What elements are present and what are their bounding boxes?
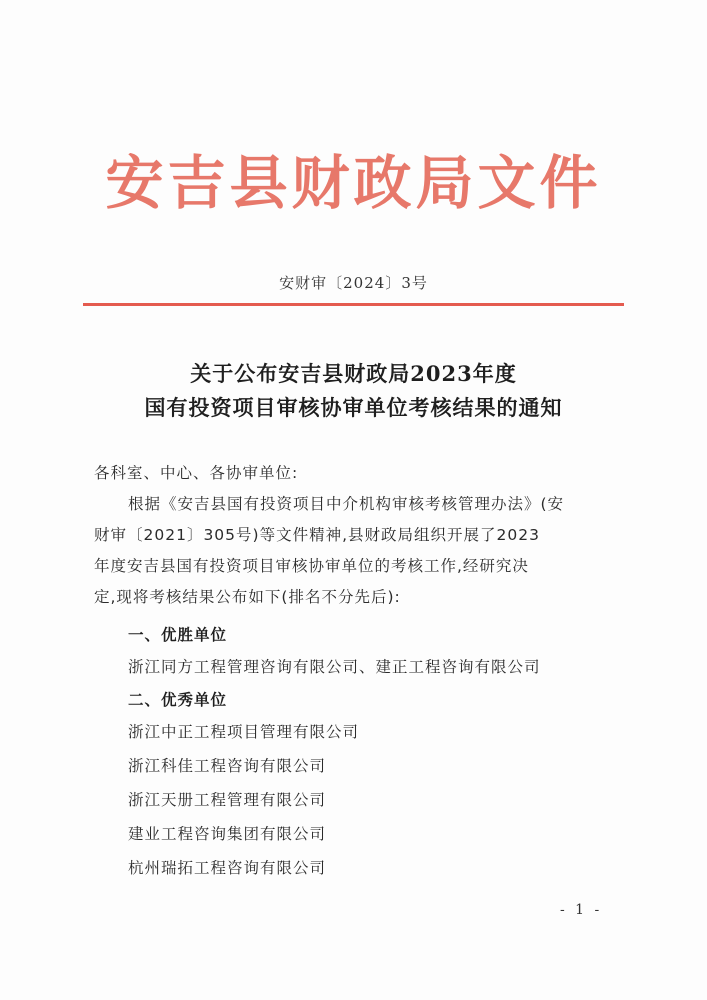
paragraph-line-1: 根据《安吉县国有投资项目中介机构审核考核管理办法》(安 — [128, 495, 565, 513]
list-item: 杭州瑞拓工程咨询有限公司 — [128, 859, 327, 877]
section-heading-winning-units: 一、优胜单位 — [128, 626, 228, 644]
masthead-title: 安吉县财政局文件 — [105, 149, 602, 217]
red-divider-line — [83, 303, 624, 306]
notice-title-line-2: 国有投资项目审核协审单位考核结果的通知 — [144, 395, 563, 420]
document-number: 安财审〔2024〕3号 — [279, 274, 428, 292]
notice-title-line-1: 关于公布安吉县财政局2023年度 — [190, 361, 517, 386]
paragraph-line-3: 年度安吉县国有投资项目审核协审单位的考核工作,经研究决 — [94, 557, 529, 575]
list-item: 建业工程咨询集团有限公司 — [128, 825, 327, 843]
section-heading-excellent-units: 二、优秀单位 — [128, 691, 228, 709]
list-item: 浙江中正工程项目管理有限公司 — [128, 723, 360, 741]
list-item: 浙江天册工程管理有限公司 — [128, 791, 327, 809]
salutation: 各科室、中心、各协审单位: — [94, 464, 299, 482]
paragraph-line-4: 定,现将考核结果公布如下(排名不分先后): — [94, 588, 401, 606]
paragraph-line-2: 财审〔2021〕305号)等文件精神,县财政局组织开展了2023 — [94, 526, 540, 544]
list-item: 浙江同方工程管理咨询有限公司、建正工程咨询有限公司 — [128, 658, 541, 676]
list-item: 浙江科佳工程咨询有限公司 — [128, 757, 327, 775]
page-number: - 1 - — [560, 902, 603, 918]
